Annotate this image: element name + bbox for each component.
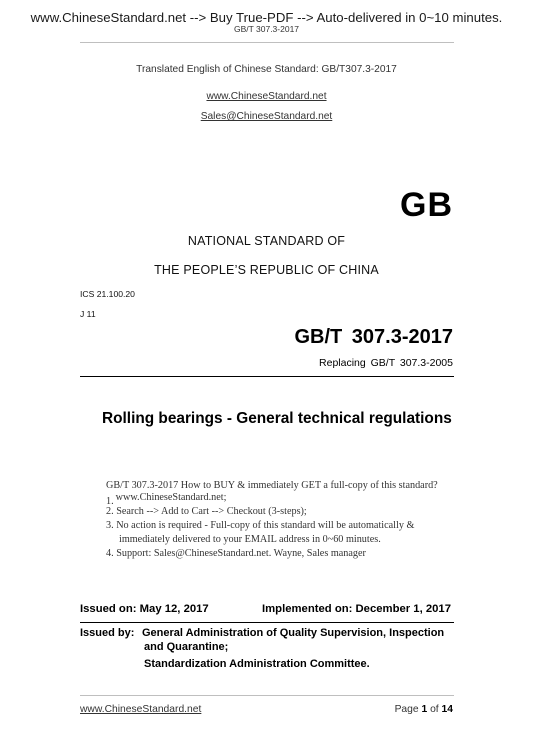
gb-logo: GB [400,186,453,224]
national-standard-line2: THE PEOPLE’S REPUBLIC OF CHINA [154,263,379,277]
document-title: Rolling bearings - General technical regulations [102,410,452,427]
promo-step2: 2. Search --> Add to Cart --> Checkout (3-steps); [106,506,307,517]
page-prefix: Page [394,704,422,715]
website-link[interactable]: www.ChineseStandard.net [206,91,327,102]
promo-step3: 3. No action is required - Full-copy of this standard will be automatically & [106,520,415,531]
promo-step1-link[interactable]: www.ChineseStandard.net; [115,492,227,503]
issuer-line2: Standardization Administration Committee. [144,658,370,670]
national-standard-line1: NATIONAL STANDARD OF [187,234,346,248]
email-link[interactable]: Sales@ChineseStandard.net [200,111,333,122]
replacing-line: Replacing GB/T 307.3-2005 [319,357,453,369]
page-of: of [427,704,442,715]
promo-step1 [106,492,227,507]
footer-website-link[interactable]: www.ChineseStandard.net [80,704,202,715]
ics-code: ICS 21.100.20 [80,289,135,299]
footer-divider [80,695,454,696]
top-banner: www.ChineseStandard.net --> Buy True-PDF --> Auto-delivered in 0~10 minutes. [30,10,503,25]
translation-line: Translated English of Chinese Standard: GB/T307.3-2017 [136,64,397,75]
dates-rule [80,622,454,623]
ccs-code: J 11 [80,309,96,319]
header-divider [80,42,454,43]
translation-website-row [0,86,533,104]
issued-by-label: Issued by: [80,627,135,639]
issued-on: Issued on: May 12, 2017 [80,603,209,615]
code-rule [80,376,454,377]
issuer-line1: General Administration of Quality Supervision, Inspection [142,627,445,639]
standard-code: GB/T 307.3-2017 [294,326,453,348]
promo-step1-number: 1. [106,496,114,507]
implemented-on: Implemented on: December 1, 2017 [262,603,451,615]
running-head: GB/T 307.3-2017 [233,24,300,34]
promo-step4: 4. Support: Sales@ChineseStandard.net. Wayne, Sales manager [106,548,366,559]
translation-email-row [0,106,533,124]
promo-heading: GB/T 307.3-2017 How to BUY & immediately GET a full-copy of this standard? [106,480,438,491]
page-number: 1 [421,704,428,715]
page-indicator [395,704,453,715]
issuer-line1-continued: and Quarantine; [144,641,229,653]
page-total: 14 [441,704,453,715]
promo-step3-continued: immediately delivered to your EMAIL address in 0~60 minutes. [119,534,381,545]
